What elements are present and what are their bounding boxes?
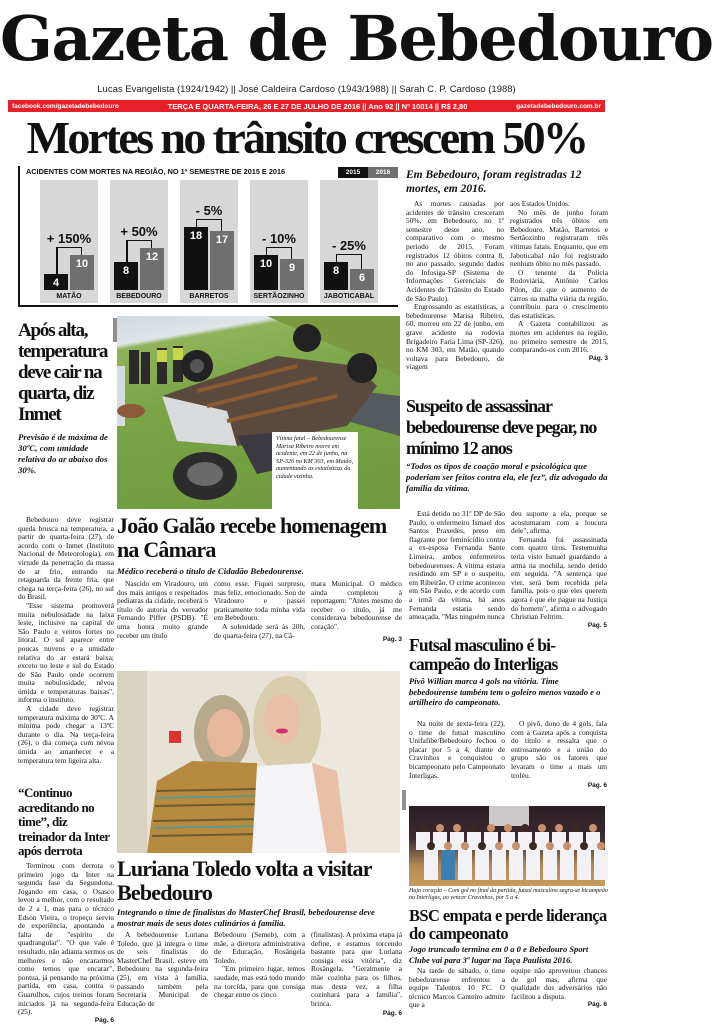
chart-title: ACIDENTES COM MORTES NA REGIÃO, NO 1º SEMESTRE DE 2015 E 2016: [26, 167, 286, 176]
change-bracket-leg: [361, 254, 363, 269]
bar-2015-bebedouro: 8: [114, 262, 138, 290]
player-head: [461, 842, 469, 850]
lead-deck: Em Bebedouro, foram registradas 12 mortes, em 2016.: [406, 169, 582, 195]
futsal-body-col2: [511, 720, 607, 790]
player-head: [572, 824, 580, 832]
change-bracket-leg: [221, 219, 223, 231]
paragraph: A cidade deve registrar temperatura máxima de 30ºC. A mínima pode chegar a 13ºC durante o dia. Na terça-feira (26), o dia começa com névoa úmida ao amanhecer e a temperatura tem ligeira alta.: [18, 704, 114, 765]
paragraph: A bebedourense Luriana Toledo, que já integra o time de seis finalistas do MasterChef Brasil, esteve em Bebedouro na segunda-feira (25), em vista à família, passando também pela Secretaria Municipal de Educação de: [117, 930, 208, 1008]
bsc-body: [409, 967, 607, 1010]
paragraph: aos Estados Unidos.: [510, 199, 570, 208]
bsc-body-col2: [511, 967, 607, 1010]
suspeito-headline[interactable]: Suspeito de assassinar bebedourense deve pegar, no mínimo 12 anos: [406, 396, 597, 458]
page-ref[interactable]: Pág. 3: [588, 354, 608, 362]
player-head: [495, 842, 503, 850]
paragraph: O pivô, dono de 4 gols, fala com a Gazeta após a conquista do título e ressalta que o entrosamento e a união do grupo são os fatores que levaram o time a mais um troféu.: [511, 719, 607, 780]
player-body: [526, 850, 540, 880]
bar-2016-matão: 10: [70, 255, 94, 290]
bsc-body-col1: [409, 967, 505, 1010]
masthead-title: Gazeta de Bebedouro: [0, 2, 713, 75]
suspeito-body: [409, 510, 607, 630]
luriana-deck: Integrando o time de finalistas do MasterChef Brasil, bebedourense deve mostrar mais de seus dotes culinários à família.: [117, 907, 375, 928]
paragraph: O tenente da Polícia Rodoviária, Antônio Carlos Pilon, diz que o aumento de carros na malha viária da região, contribuiu para o crescimento das estatísticas.: [510, 267, 608, 320]
paragraph: deu suporte a ela, porque se acostumaram com a loucura dele", afirma.: [511, 509, 607, 536]
player-body: [594, 850, 608, 880]
luriana-body-col2: [214, 931, 305, 1018]
player-head: [597, 842, 605, 850]
paragraph: Está detido no 31º DP de São Paulo, o enfermeiro Ismael dos Santos Praxedes, preso em flagrante por feminicídio contra a ex-esposa Fernanda Sante Limeira, ambos enfermeiros bebedourenses. A vítima estava residindo em SP e o suspeito, em Ribeirão. O crime aconteceu em São Paulo, e de acordo com a irmã da vítima, há anos Fernanda estaria sendo ameaçada, "Mas ninguém nunca: [409, 509, 505, 622]
bar-2016-jaboticabal: 6: [350, 269, 374, 290]
change-bracket: [266, 247, 292, 255]
change-bracket-leg: [126, 240, 128, 262]
player-head: [589, 824, 597, 832]
galao-body-col1: [117, 580, 208, 644]
lead-body-col1: [406, 200, 504, 372]
player-head: [580, 842, 588, 850]
page-ref[interactable]: Pág. 6: [94, 1016, 114, 1024]
edition-date: TERÇA E QUARTA-FEIRA, 26 E 27 DE JULHO DE 2016 || Ano 92 || Nº 10014 || R$ 2,80: [167, 101, 468, 111]
bar-2015-matão: 4: [44, 274, 68, 290]
change-label: + 50%: [120, 224, 158, 239]
player-head: [444, 842, 452, 850]
luriana-headline[interactable]: Luriana Toledo volta a visitar Bebedouro: [117, 856, 372, 905]
paragraph: Nascido em Viradouro, um dos mais antigos e respeitados pediatras da cidade, receberá o título de autoria do vereador Fernando Piffer (PSDB). "É uma honra muito grande receber um título: [117, 579, 208, 640]
change-label: + 150%: [46, 231, 92, 246]
player-head: [478, 842, 486, 850]
change-bracket: [56, 247, 82, 255]
player-body: [577, 850, 591, 880]
page-ref[interactable]: Pág. 5: [587, 621, 607, 629]
suspeito-deck: “Todos os tipos de coação moral e psicológica que poderiam ser feitos contra ela, ele fez”, diz advogado da família da vítima.: [406, 461, 608, 493]
paragraph: As mortes causadas por acidentes de trânsito cresceram 50%, em Bebedouro, no 1º semestre deste ano, no comparativo com o mesmo período de 2015. Foram registrados 12 óbitos contra 8, no ano passado, segundo dados do Infosiga-SP (Sistema de Informações Gerenciais de Acidentes de Trânsito do Estado de São Paulo).: [406, 199, 504, 303]
website-link[interactable]: gazetadebebedouro.com.br: [516, 102, 601, 110]
player-head: [427, 842, 435, 850]
player-head: [453, 824, 461, 832]
page-ref[interactable]: Pág. 6: [382, 1010, 402, 1018]
player-head: [512, 842, 520, 850]
galao-body: [117, 580, 402, 644]
luriana-body: [117, 931, 402, 1018]
facebook-link[interactable]: facebook.com/gazetadebebedouro: [12, 102, 119, 110]
two-women-illustration: [117, 671, 400, 853]
player-head: [529, 842, 537, 850]
change-label: - 10%: [262, 231, 296, 246]
player-body: [509, 850, 523, 880]
player-body: [475, 850, 489, 880]
weather-headline[interactable]: Após alta, temperatura deve cair na quarta, diz Inmet: [18, 320, 108, 425]
page-ref[interactable]: Pág. 6: [587, 1001, 607, 1009]
bar-2016-bebedouro: 12: [140, 248, 164, 290]
paragraph: Na tarde de sábado, o time bebedourense enfrentou a equipe Talentos 10 FC. O técnico Marcos Canteiro admite que a: [409, 966, 505, 1010]
futsal-body-col1: [409, 720, 505, 790]
team-group-illustration: [409, 806, 605, 886]
inter-headline[interactable]: “Continuo acreditando no time”, diz treinador da Inter após derrota: [18, 785, 110, 858]
paragraph: Na noite de sexta-feira (22), o time de futsal masculino Unifafibe/Bebedouro fechou o placar por 5 a 4, diante de Cravinhos e conquistou o bicampeonato pelo Campeonato Interligas.: [409, 719, 505, 780]
crash-photo-caption: Vítima fatal – Bebedourense Marisa Ribeiro morre em acidente, em 22 de junho, na SP-326 no KM 303, em Matão, aumentando as estatísticas da cidade vizinha.: [272, 432, 358, 509]
player-body: [560, 850, 574, 880]
chart-baseline: [18, 305, 398, 307]
paragraph: como esse. Fiquei surpreso, mas feliz, emocionado. Sou de Viradouro e passei praticamente toda minha vida em Bebedouro.: [214, 579, 305, 623]
luriana-body-col3: [311, 931, 402, 1018]
weather-body: [18, 516, 114, 782]
lead-body: [406, 200, 608, 372]
crash-photo[interactable]: [117, 316, 400, 509]
edition-info-bar: [8, 100, 605, 112]
suspeito-body-col2: [511, 510, 607, 630]
player-head: [504, 824, 512, 832]
change-bracket-leg: [291, 247, 293, 259]
galao-body-col3: [311, 580, 402, 644]
luriana-photo[interactable]: [117, 671, 400, 853]
category-label: JABOTICABAL: [323, 293, 375, 300]
accidents-chart: [18, 166, 398, 305]
inter-body: [18, 862, 114, 1025]
player-body: [424, 850, 438, 880]
category-label: MATÃO: [56, 293, 82, 300]
category-label: BEBEDOURO: [116, 293, 162, 300]
page-ref[interactable]: Pág. 3: [382, 635, 402, 643]
futsal-photo-caption: Haja coração – Com gol no final da partida, futsal masculino sagra-se bicampeão no Interligas, ao vencer Cravinhos, por 5 a 4.: [409, 888, 608, 902]
paragraph: Engrossando as estatísticas, a bebedourense Marisa Ribeiro, 60, morreu em 22 de junho, em grave acidente na rodovia Brigadeiro Faria Lima (SP-326), no KM 303, em Matão, quando voltava para Bebedouro, de viagem: [406, 302, 504, 372]
masthead-founders: Lucas Evangelista (1924/1942) || José Caldeira Cardoso (1943/1988) || Sarah C. P. Cardoso (1988): [97, 84, 516, 95]
lead-body-col2: [510, 200, 608, 372]
lead-headline[interactable]: Mortes no trânsito crescem 50%: [26, 112, 587, 163]
photo-credit-mark: [402, 790, 406, 810]
paragraph: Bebedouro (Semeb), com a mãe, a diretora administrativa de Educação, Rosângela Toledo.: [214, 930, 305, 965]
category-label: SERTÃOZINHO: [253, 293, 305, 300]
legend-2015: 2015: [338, 167, 368, 178]
suspeito-body-col1: [409, 510, 505, 630]
player-body: [458, 850, 472, 880]
galao-headline[interactable]: João Galão recebe homenagem na Câmara: [117, 513, 387, 562]
bar-2015-jaboticabal: 8: [324, 262, 348, 290]
paragraph: A Gazeta contabilizou as mortes em acidentes na região, no primeiro semestre de 2015, comparando-os com 2016.: [510, 319, 608, 355]
player-head: [521, 824, 529, 832]
player-head: [436, 824, 444, 832]
category-label: BARRETOS: [189, 293, 229, 300]
paragraph: Terminou com derrota o primeiro jogo da Inter na segunda fase da Segundona. Jogando em casa, o Osasco levou a melhor, com o resultado de 2 a 1, mas para o técnico Edson Vieira, o tropeço serviu de experiência, apontando a falta de "espírito de quadrangular". "O que vale é resultado, não adianta sermos os melhores e não encararmos como temos que encarar", pontua, já pensando na próxima partida, em casa, contra o Guarulhos, cujos treinos foram iniciados já na segunda-feira (25).: [18, 861, 114, 1017]
galao-deck: Médico receberá o título de Cidadão Bebedourense.: [117, 566, 304, 576]
futsal-headline[interactable]: Futsal masculino é bi-campeão do Interligas: [409, 635, 558, 674]
paragraph: No mês de junho foram registrados três óbitos em Bebedouro. Matão, Barretos e Sertãozinho registraram três vítimas fatais. Enquanto, que em Jaboticabal não foi registrado nenhum óbito no mês passado.: [510, 207, 608, 269]
player-head: [563, 842, 571, 850]
paragraph: A solenidade será às 20h, de quarta-feira (27), na Câ-: [214, 621, 305, 640]
paragraph: "Em primeiro lugar, temos saudade, mas está todo mundo na torcida, para que consiga chegar entre os cinco: [214, 964, 305, 1000]
player-body: [441, 850, 455, 880]
paragraph: Fernanda foi assassinada com quatro tiros. Testemunha teria visto Ismael guardando a arma na mochila, sendo detido em seguida. "A sentença que vier, será bem recebida pela família, pois o que eles querem agora é que ele pague na Justiça do homem", afirma o advogado Christian Feltrim.: [511, 534, 607, 622]
paragraph: (finalistas). A próxima etapa já define, e estamos torcendo bastante para que Luriana consiga essa vitória", diz Rosângela. "Geralmente a mãe cozinha para os filhos, mas desta vez, a filha cozinhará para a família", brinca.: [311, 930, 402, 1008]
bar-2015-barretos: 18: [184, 227, 208, 290]
paragraph: mara Municipal. O médico ainda completou à reportagem: "Antes mesmo de receber o título, já me considerava bebedourense de coração".: [311, 579, 402, 631]
weather-deck: Previsão é de máxima de 30ºC, com umidade relativa do ar abaixo dos 30%.: [18, 432, 108, 475]
player-head: [546, 842, 554, 850]
galao-body-col2: [214, 580, 305, 644]
change-bracket: [126, 240, 152, 248]
change-label: - 5%: [195, 203, 223, 218]
player-head: [555, 824, 563, 832]
page-ref[interactable]: Pág. 6: [587, 782, 607, 790]
paragraph: "Esse sistema promoverá muita nebulosidade na faixa leste, inclusive na capital de São Paulo e ventos fortes no litoral. O sol aparece entre poucas nuvens e a umidade relativa do ar estará baixa; exceto no leste e sul do Estado de São Paulo onde ocorrem muita nebulosidade, névoa úmida e temperaturas baixas", informa o instituto.: [18, 600, 114, 705]
player-head: [487, 824, 495, 832]
futsal-deck: Pivô Willian marca 4 gols na vitória. Time bebedourense também tem o goleiro menos vazado e o artilheiro do campeonato.: [409, 676, 601, 707]
bsc-headline[interactable]: BSC empata e perde liderança do campeonato: [409, 906, 607, 943]
player-body: [492, 850, 506, 880]
futsal-team-photo[interactable]: [409, 806, 605, 886]
futsal-body: [409, 720, 607, 790]
luriana-body-col1: [117, 931, 208, 1018]
bar-2015-sertãozinho: 10: [254, 255, 278, 290]
player-head: [419, 824, 427, 832]
bar-2016-barretos: 17: [210, 231, 234, 291]
bar-2016-sertãozinho: 9: [280, 259, 304, 291]
player-body: [543, 850, 557, 880]
player-head: [470, 824, 478, 832]
paragraph: equipe não aproveitou chances de gol mas, afirma que qualidade dos adversários não facilitou a disputa.: [511, 966, 607, 1001]
bsc-deck: Jogo truncado termina em 0 a 0 e Bebedouro Sport Clube vai para 3º lugar na Taça Paulista 2016.: [409, 944, 589, 965]
paragraph: Bebedouro deve registrar queda brusca na temperatura, a partir de quarta-feira (27), de acordo com o Inmet (Instituto Nacional de Meteorologia), em virtude da penetração da massa de ar frio, entrando na retaguarda da frente fria, que chega na terça-feira (26), no sul do Brasil.: [18, 515, 114, 602]
player-head: [538, 824, 546, 832]
change-bracket: [336, 254, 362, 262]
change-bracket-leg: [56, 247, 58, 274]
legend-2016: 2016: [368, 167, 398, 178]
change-label: - 25%: [332, 238, 366, 253]
change-bracket: [196, 219, 222, 227]
